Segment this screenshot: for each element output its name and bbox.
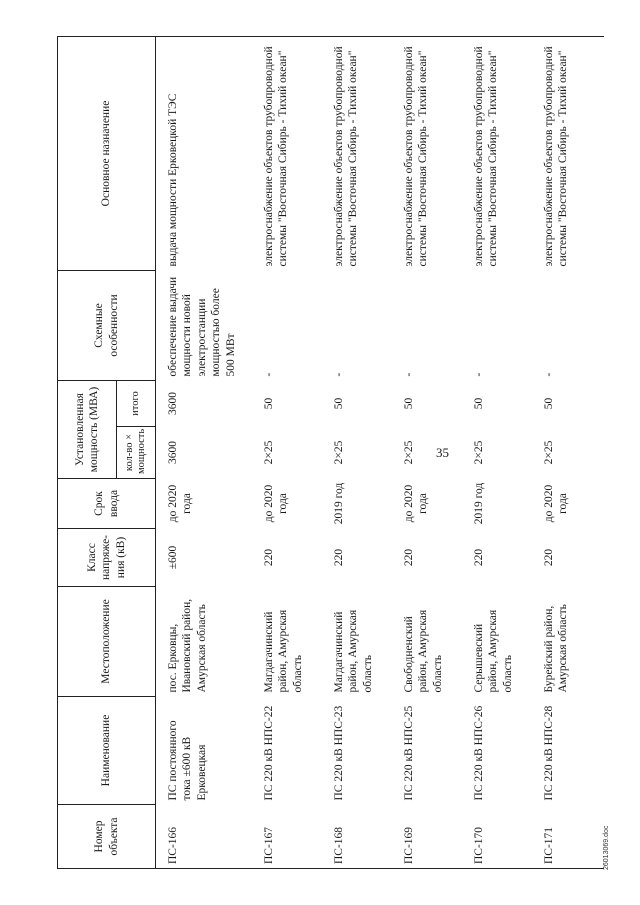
row-capacity-total-cell: 50 [473,397,485,410]
row-capacity-count-cell: 2×25 [263,440,275,465]
row-term-cell: 2019 год [473,482,485,525]
row-features-cell: - [403,372,415,377]
row-voltage-cell: 220 [263,548,275,567]
header-purpose: Основное назначение [58,36,156,270]
row-voltage-cell: 220 [543,548,555,567]
table-row [538,36,604,868]
row-name-cell: ПС 220 кВ НПС-22 [263,705,275,801]
row-capacity-count-cell: 2×25 [403,440,415,465]
row-location-cell: Магдагачинский район, Амурская область [333,609,374,693]
substations-table [57,36,604,869]
row-number-cell: ПС-168 [328,805,398,869]
header-capacity-count: кол-во × мощность [117,427,156,479]
row-name-cell: ПС 220 кВ НПС-25 [403,705,415,801]
table-row [398,36,468,868]
row-number-cell: ПС-167 [258,805,328,869]
header-capacity: Установленная мощность (МВА) [58,380,117,478]
row-capacity-total-cell: 50 [333,397,345,410]
row-voltage-cell: 220 [403,548,415,567]
row-features-cell: обеспечение выдачи мощности новой электростанции мощностью более 500 МВт [167,276,237,377]
row-purpose-cell: электроснабжение объектов трубопроводной системы "Восточная Сибирь - Тихий океан" [538,36,604,270]
row-term-cell: 2019 год [333,482,345,525]
row-name-cell: ПС 220 кВ НПС-26 [473,705,485,801]
row-purpose-cell: электроснабжение объектов трубопроводной системы "Восточная Сибирь - Тихий океан" [258,36,328,270]
table-body [156,36,605,868]
row-number-cell: ПС-171 [538,805,604,869]
row-capacity-total-cell: 50 [403,397,415,410]
row-voltage-cell: 220 [333,548,345,567]
row-location-cell: Магдагачинский район, Амурская область [263,609,304,693]
row-number-cell: ПС-169 [398,805,468,869]
row-voltage-cell: 220 [473,548,485,567]
header-term: Срок ввода [58,479,156,529]
row-capacity-count-cell: 2×25 [543,440,555,465]
row-location-cell: Серышевский район, Амурская область [473,609,514,693]
row-features-cell: - [543,372,555,377]
row-capacity-count-cell: 2×25 [333,440,345,465]
table-row [328,36,398,868]
row-location-cell: Свободненский район, Амурская область [403,609,444,693]
document-code: 26013069.doc [603,825,610,870]
row-features-cell: - [473,372,485,377]
table-row [468,36,538,868]
header-capacity-total: итого [117,380,156,426]
row-capacity-total-cell: 50 [543,397,555,410]
row-purpose-cell: электроснабжение объектов трубопроводной системы "Восточная Сибирь - Тихий океан" [398,36,468,270]
header-location: Местоположение [58,587,156,697]
table-row [258,36,328,868]
row-number-cell: ПС-170 [468,805,538,869]
header-name: Наименование [58,697,156,805]
row-term-cell: до 2020 года [403,484,430,523]
row-term-cell: до 2020 года [167,484,194,523]
row-purpose-cell: выдача мощности Ерковецкой ТЭС [156,36,259,270]
row-capacity-total-cell: 50 [263,397,275,410]
table-row [156,36,259,868]
row-location-cell: пос. Ерковцы, Ивановский район, Амурская область [167,598,208,693]
page-number: 35 [436,445,449,460]
row-location-cell: Бурейский район, Амурская область [543,604,570,693]
header-voltage: Класс напряже-ния (кВ) [58,529,156,587]
row-purpose-cell: электроснабжение объектов трубопроводной системы "Восточная Сибирь - Тихий океан" [468,36,538,270]
rotated-table-wrapper [57,37,590,869]
row-capacity-count-cell: 2×25 [473,440,485,465]
header-features: Схемные особенности [58,270,156,380]
row-number-cell: ПС-166 [156,805,259,869]
row-term-cell: до 2020 года [263,484,290,523]
row-purpose-cell: электроснабжение объектов трубопроводной системы "Восточная Сибирь - Тихий океан" [328,36,398,270]
row-term-cell: до 2020 года [543,484,570,523]
row-name-cell: ПС постоянного тока ±600 кВ Ерковецкая [167,720,208,801]
row-features-cell: - [263,372,275,377]
row-capacity-count-cell: 3600 [167,441,179,464]
row-features-cell: - [333,372,345,377]
row-voltage-cell: ±600 [167,545,179,570]
row-name-cell: ПС 220 кВ НПС-28 [543,705,555,801]
row-name-cell: ПС 220 кВ НПС-23 [333,705,345,801]
row-capacity-total-cell: 3600 [167,392,179,415]
header-number: Номер объекта [58,805,156,869]
